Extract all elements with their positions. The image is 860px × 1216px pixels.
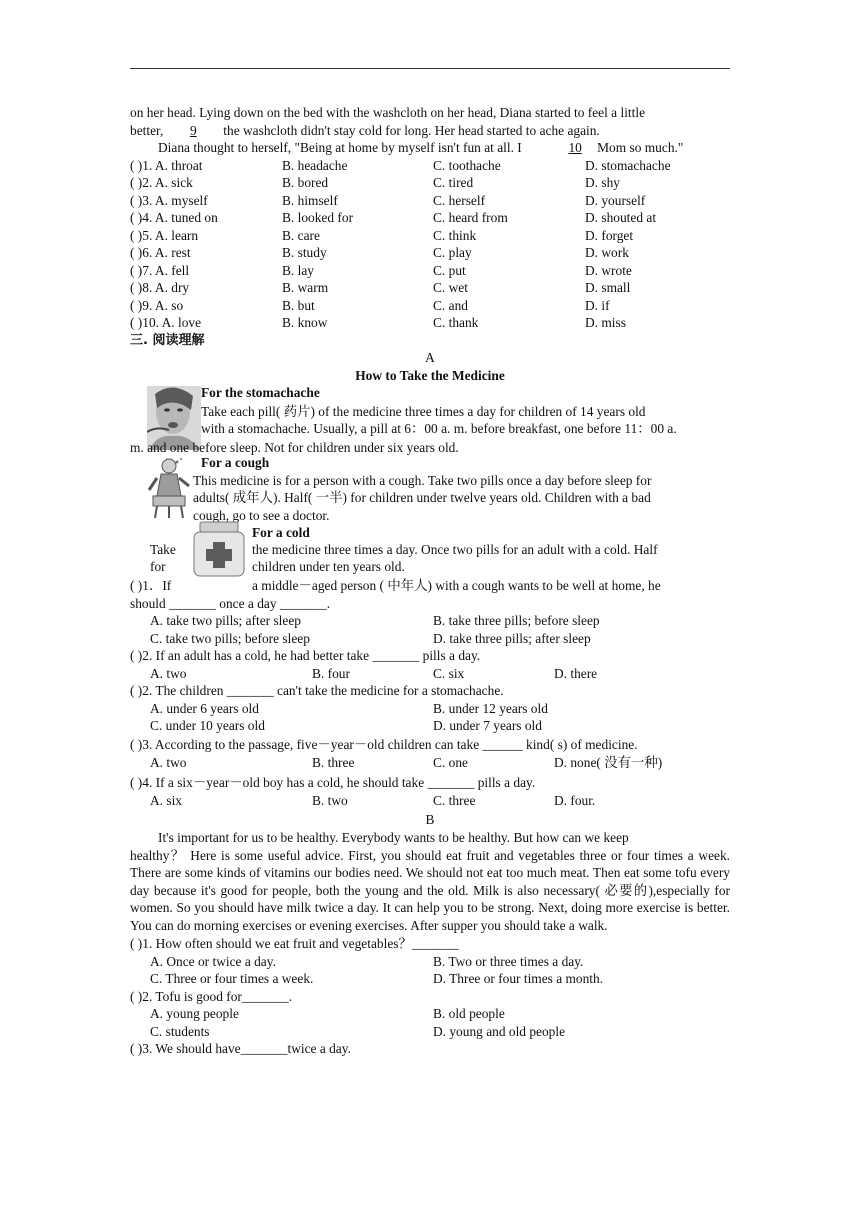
option[interactable]: B. four xyxy=(312,665,350,681)
option[interactable]: D. four. xyxy=(554,793,596,808)
passage-b-text: It's important for us to be healthy. Everybody wants to be healthy. But how can we keep xyxy=(158,830,629,845)
option[interactable]: C. one xyxy=(433,755,468,770)
option[interactable]: C. students xyxy=(150,1023,210,1039)
option[interactable]: B. Two or three times a day. xyxy=(433,953,584,969)
cloze-option[interactable]: D. work xyxy=(585,245,629,260)
option[interactable]: B. two xyxy=(312,793,348,808)
cloze-option[interactable]: C. put xyxy=(433,262,466,278)
option-row xyxy=(130,970,730,988)
cloze-option[interactable]: B. study xyxy=(282,245,327,260)
stomachache-block xyxy=(130,384,730,454)
cloze-option[interactable]: C. heard from xyxy=(433,210,508,225)
cloze-option[interactable]: C. tired xyxy=(433,175,474,190)
question: ( )3. According to the passage, five－year－old children can take ______ kind( s) of medicine. xyxy=(130,736,638,752)
option-row xyxy=(130,1005,730,1023)
question: ( )1．If a middle－aged person ( 中年人) with a cough wants to be well at home, he xyxy=(130,578,661,593)
option[interactable]: C. take two pills; before sleep xyxy=(150,630,310,646)
cloze-option[interactable]: B. but xyxy=(282,297,315,313)
option[interactable]: A. Once or twice a day. xyxy=(150,953,276,969)
question: ( )2. Tofu is good for_______. xyxy=(130,988,293,1004)
cloze-option[interactable]: B. care xyxy=(282,227,320,243)
question: ( )1. How often should we eat fruit and vegetables？_______ xyxy=(130,936,459,951)
cough-heading: For a cough xyxy=(201,455,270,470)
option[interactable]: D. young and old people xyxy=(433,1023,566,1039)
option[interactable]: D. none( 没有一种) xyxy=(554,755,663,770)
cloze-option[interactable]: B. lay xyxy=(282,262,314,278)
cloze-option-row xyxy=(130,174,730,192)
option-row xyxy=(130,612,730,630)
cloze-option[interactable]: B. looked for xyxy=(282,210,354,225)
question: should _______ once a day _______. xyxy=(130,595,331,611)
cold-block xyxy=(130,524,730,577)
option[interactable]: B. three xyxy=(312,755,355,770)
option-row xyxy=(130,717,730,735)
option[interactable]: B. under 12 years old xyxy=(433,700,548,716)
passage-b-text: healthy？ Here is some useful advice. First, you should eat fruit and vegetables three or four times a week. There are some kinds of vitamins our bodies need. We should not eat too much meat. Then eat some tofu every day because it's good for people, both the young and the old. Milk is also necessary( 必要的),especially for women. So you should have milk twice a day. It can help you to be strong. Next, doing more exercise is better. You can do morning exercises or evening exercises. After supper you should take a walk. xyxy=(130,847,730,933)
option-row xyxy=(130,792,730,810)
option[interactable]: C. under 10 years old xyxy=(150,718,265,733)
cloze-question[interactable]: ( )2. A. sick xyxy=(130,175,193,190)
cloze-option-row xyxy=(130,297,730,315)
cloze-option[interactable]: C. play xyxy=(433,245,472,260)
option[interactable]: C. Three or four times a week. xyxy=(150,971,314,986)
cloze-option-row xyxy=(130,244,730,262)
cloze-question[interactable]: ( )3. A. myself xyxy=(130,192,208,208)
cloze-question[interactable]: ( )8. A. dry xyxy=(130,280,190,295)
cloze-option-row xyxy=(130,314,730,332)
cloze-option[interactable]: D. if xyxy=(585,297,610,313)
option[interactable]: C. three xyxy=(433,793,476,808)
cloze-option-row xyxy=(130,157,730,175)
cold-text: Take the medicine three times a day. Once two pills for an adult with a cold. Half xyxy=(150,542,658,557)
option-row xyxy=(130,754,730,772)
option[interactable]: A. two xyxy=(150,665,187,681)
passage-line: on her head. Lying down on the bed with the washcloth on her head, Diana started to feel a little xyxy=(130,105,646,120)
cloze-option-row xyxy=(130,192,730,210)
cloze-question[interactable]: ( )10. A. love xyxy=(130,315,202,330)
cloze-question[interactable]: ( )9. A. so xyxy=(130,297,184,313)
option[interactable]: B. take three pills; before sleep xyxy=(433,613,600,628)
question: ( )4. If a six－year－old boy has a cold, he should take _______ pills a day. xyxy=(130,774,536,790)
passage-line: better, 9 the washcloth didn't stay cold for long. Her head started to ache again. xyxy=(130,122,600,138)
option-row xyxy=(130,1023,730,1041)
stomachache-text: with a stomachache. Usually, a pill at 6：00 a. m. before breakfast, one before 11：00 a. xyxy=(201,421,677,436)
cloze-option[interactable]: D. yourself xyxy=(585,192,646,208)
header-rule xyxy=(130,68,730,69)
cloze-question[interactable]: ( )4. A. tuned on xyxy=(130,210,218,225)
question: ( )3. We should have_______twice a day. xyxy=(130,1041,351,1056)
cloze-option-row xyxy=(130,227,730,245)
cough-text: adults( 成年人). Half( 一半) for children under twelve years old. Children with a bad xyxy=(193,490,651,505)
document-page xyxy=(130,104,730,1058)
cloze-option[interactable]: B. bored xyxy=(282,175,329,190)
cloze-option[interactable]: D. wrote xyxy=(585,262,632,278)
stomachache-text: Take each pill( 药片) of the medicine three times a day for children of 14 years old xyxy=(201,403,646,419)
cloze-option[interactable]: B. know xyxy=(282,315,328,330)
option-row xyxy=(130,630,730,648)
cloze-option-row xyxy=(130,279,730,297)
cloze-option[interactable]: C. and xyxy=(433,297,468,313)
cloze-question[interactable]: ( )6. A. rest xyxy=(130,245,191,260)
blank-10[interactable]: 10 xyxy=(568,140,582,155)
cough-block xyxy=(130,454,730,524)
cloze-option[interactable]: C. toothache xyxy=(433,157,501,173)
cloze-option[interactable]: C. wet xyxy=(433,280,468,295)
cloze-option[interactable]: D. miss xyxy=(585,315,626,330)
cloze-option[interactable]: D. small xyxy=(585,280,631,295)
coughing-person-image xyxy=(147,456,193,520)
cold-text: for children under ten years old. xyxy=(150,559,405,574)
cloze-question[interactable]: ( )7. A. fell xyxy=(130,262,190,278)
option[interactable]: D. under 7 years old xyxy=(433,718,542,733)
stomachache-heading: For the stomachache xyxy=(201,385,320,400)
cloze-option-row xyxy=(130,262,730,280)
part-b-label: B xyxy=(425,811,435,827)
option[interactable]: A. six xyxy=(150,793,182,808)
cloze-options xyxy=(130,157,730,332)
option[interactable]: A. young people xyxy=(150,1006,239,1021)
option-row xyxy=(130,665,730,683)
option[interactable]: D. there xyxy=(554,665,598,681)
cloze-question[interactable]: ( )1. A. throat xyxy=(130,157,203,173)
option[interactable]: A. under 6 years old xyxy=(150,700,259,716)
cloze-option[interactable]: C. thank xyxy=(433,315,479,330)
cloze-option-row xyxy=(130,209,730,227)
option[interactable]: D. Three or four times a month. xyxy=(433,971,604,986)
part-a-title: How to Take the Medicine xyxy=(355,367,505,383)
cloze-option[interactable]: D. shy xyxy=(585,175,620,190)
cold-heading: For a cold xyxy=(252,525,310,540)
cloze-option[interactable]: D. stomachache xyxy=(585,157,671,173)
passage-line: Diana thought to herself, "Being at home by myself isn't fun at all. I 10 Mom so much." xyxy=(158,140,684,155)
question: ( )2. If an adult has a cold, he had better take _______ pills a day. xyxy=(130,648,481,663)
stomachache-text: m. and one before sleep. Not for children under six years old. xyxy=(130,440,459,455)
cloze-option[interactable]: B. himself xyxy=(282,192,338,208)
question: ( )2. The children _______ can't take the medicine for a stomachache. xyxy=(130,683,504,698)
option[interactable]: D. take three pills; after sleep xyxy=(433,630,591,646)
cloze-option[interactable]: B. headache xyxy=(282,157,348,173)
section-title: 三. 阅读理解 xyxy=(130,332,205,348)
option[interactable]: A. take two pills; after sleep xyxy=(150,613,301,628)
option[interactable]: B. old people xyxy=(433,1006,505,1021)
blank-9[interactable]: 9 xyxy=(189,122,197,138)
cloze-option[interactable]: D. forget xyxy=(585,227,634,243)
option[interactable]: A. two xyxy=(150,755,187,770)
option-row xyxy=(130,953,730,971)
cloze-option[interactable]: B. warm xyxy=(282,280,329,295)
cloze-option[interactable]: C. herself xyxy=(433,192,486,208)
cough-text: cough, go to see a doctor. xyxy=(193,507,330,523)
cough-text: This medicine is for a person with a cough. Take two pills once a day before sleep for xyxy=(193,472,652,488)
cloze-question[interactable]: ( )5. A. learn xyxy=(130,227,199,243)
option[interactable]: C. six xyxy=(433,665,465,681)
option-row xyxy=(130,700,730,718)
cloze-option[interactable]: D. shouted at xyxy=(585,210,657,225)
cloze-option[interactable]: C. think xyxy=(433,227,477,243)
part-a-label: A xyxy=(425,350,435,365)
